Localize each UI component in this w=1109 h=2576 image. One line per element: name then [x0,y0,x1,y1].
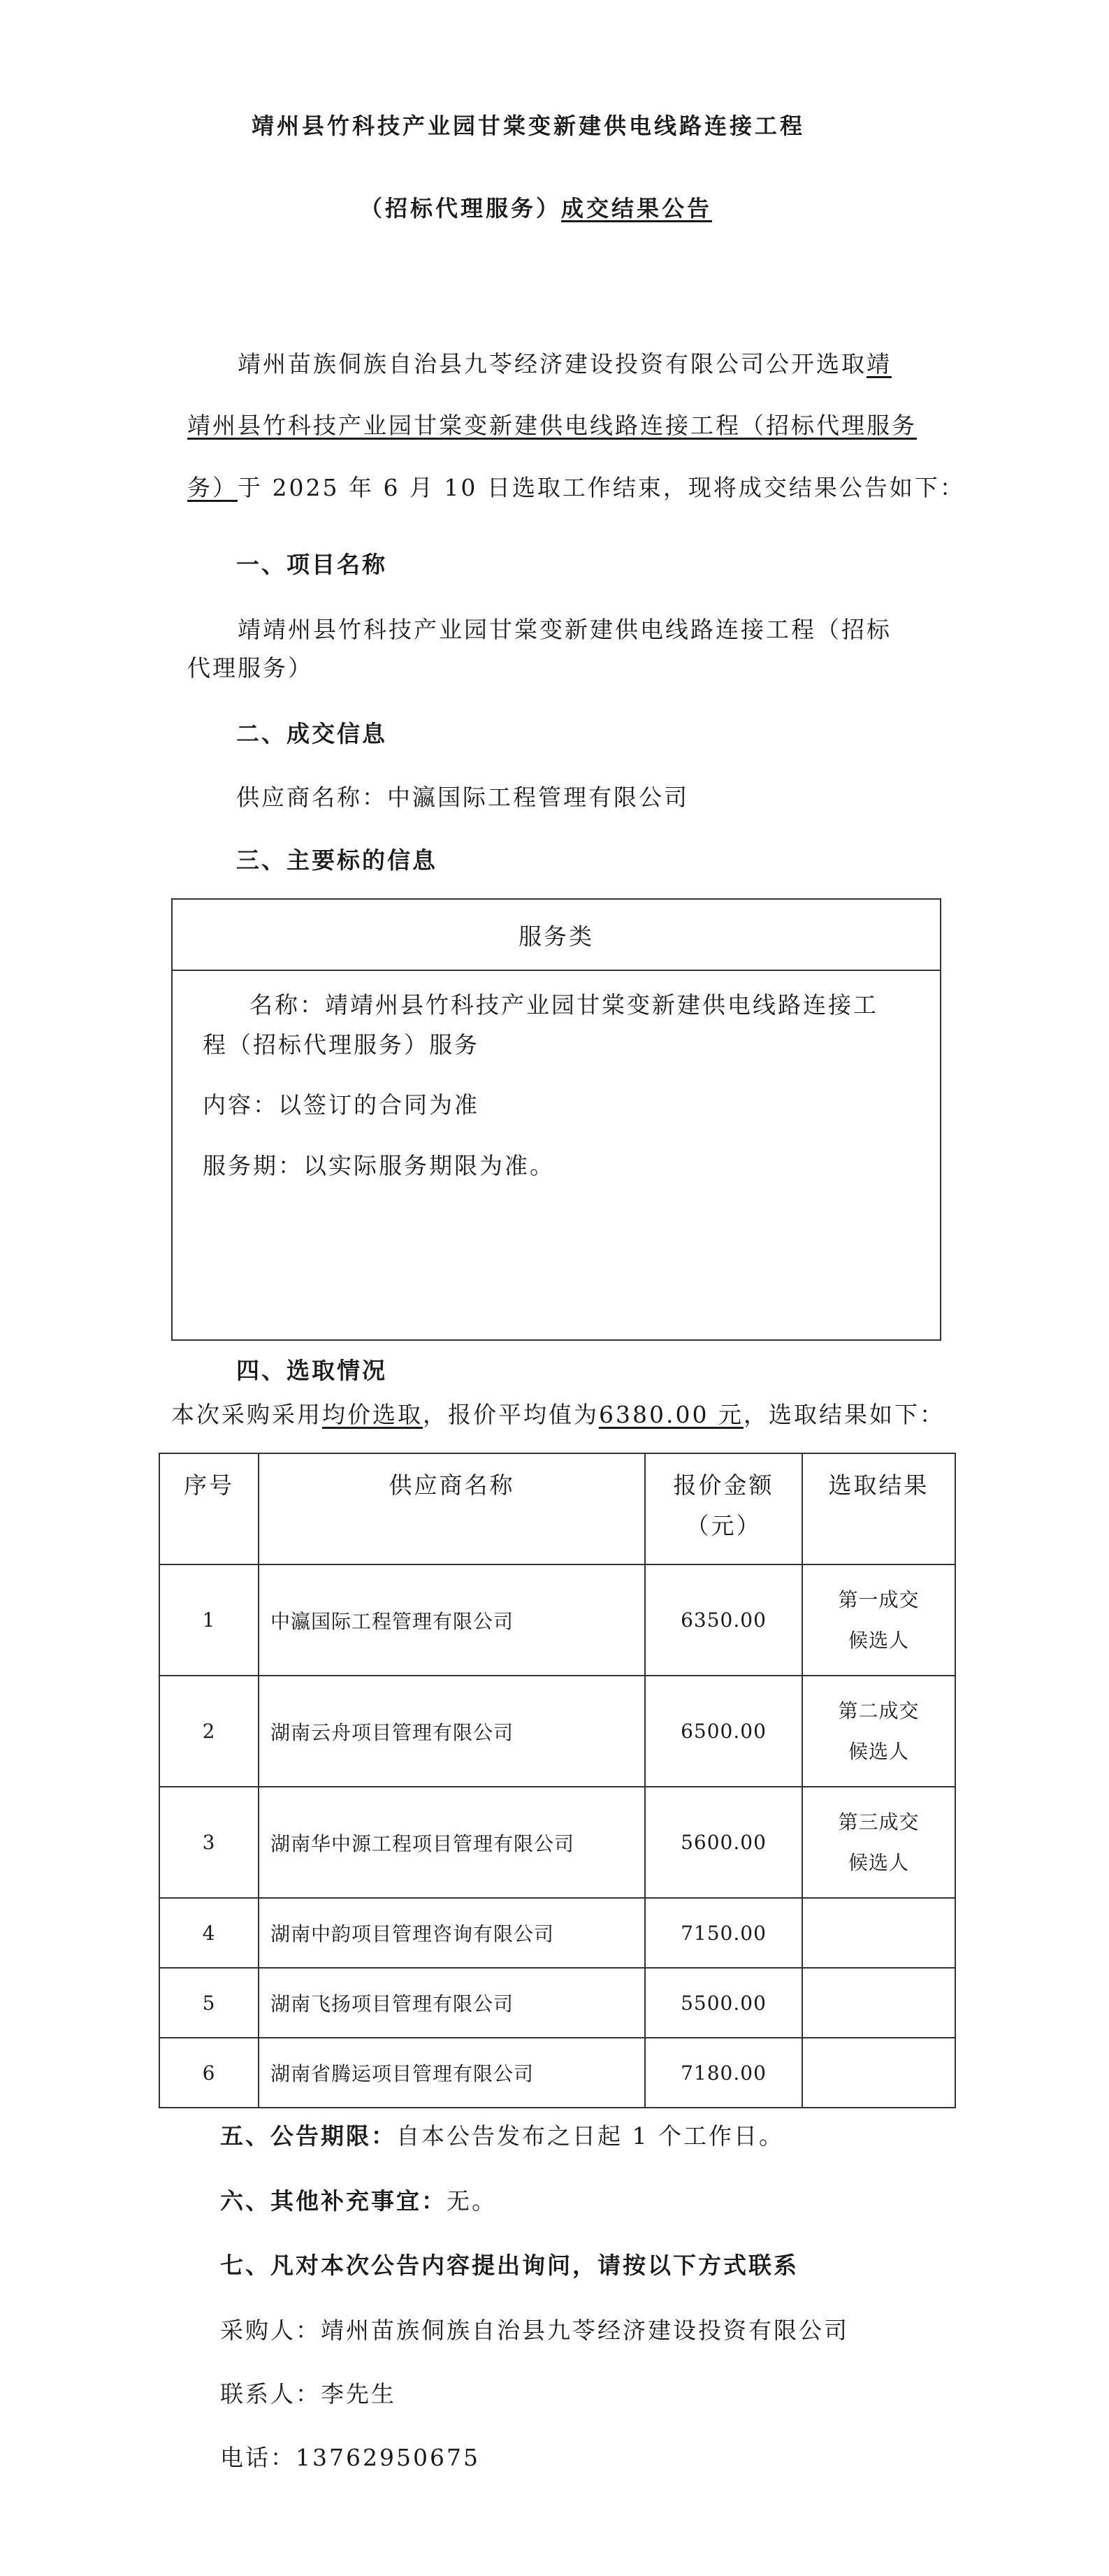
section4-heading: 四、选取情况 [236,1357,387,1384]
contact-person: 联系人：李先生 [220,2380,396,2408]
row-result [802,2038,955,2108]
row-supplier: 湖南华中源工程项目管理有限公司 [259,1787,645,1898]
selection-summary [171,1397,945,1430]
row-result: 第二成交 候选人 [802,1676,955,1787]
service-info-box [171,898,941,1341]
table-row [159,2038,955,2108]
section6-text: 无。 [447,2187,497,2215]
row-index: 1 [159,1564,259,1676]
row-supplier: 湖南云舟项目管理有限公司 [259,1676,645,1787]
summary-prefix: 本次采购采用 [171,1401,322,1428]
intro-project-end: 务） [187,474,238,501]
row-price: 6500.00 [645,1676,802,1787]
intro-line1 [238,346,892,379]
doc-title-suffix: （招标代理服务） [360,195,562,222]
row-price: 6350.00 [645,1564,802,1676]
row-supplier: 中瀛国际工程管理有限公司 [259,1564,645,1676]
service-content: 内容：以签订的合同为准 [203,1091,479,1118]
section5 [220,2118,784,2151]
table-row [159,1564,955,1676]
section5-label: 五、公告期限： [220,2122,396,2150]
intro-project-start: 靖 [867,350,892,377]
section6-label: 六、其他补充事宜： [220,2187,447,2215]
row-result [802,1968,955,2038]
supplier-name: 供应商名称：中瀛国际工程管理有限公司 [236,784,689,811]
section6 [220,2183,497,2216]
doc-title-announcement: 成交结果公告 [561,195,713,222]
doc-title-line2 [360,191,712,223]
intro-date-text: 于 2025 年 6 月 10 日选取工作结束，现将成交结果公告如下： [238,474,965,501]
col-header-result: 选取结果 [802,1453,955,1564]
summary-mid: ，报价平均值为 [423,1401,599,1428]
summary-suffix: ，选取结果如下： [743,1401,945,1428]
selection-table [159,1453,956,2108]
row-supplier: 湖南飞扬项目管理有限公司 [259,1968,645,2038]
row-index: 2 [159,1676,259,1787]
table-header-row [159,1453,955,1564]
row-index: 5 [159,1968,259,2038]
section1-heading: 一、项目名称 [236,551,387,578]
row-supplier: 湖南中韵项目管理咨询有限公司 [259,1898,645,1968]
row-result [802,1898,955,1968]
section1-line2: 代理服务） [187,654,313,682]
summary-average: 6380.00 元 [599,1401,744,1428]
col-header-supplier: 供应商名称 [259,1453,645,1564]
contact-phone: 电话：13762950675 [220,2444,480,2471]
row-price: 7150.00 [645,1898,802,1968]
service-box-title: 服务类 [173,900,940,971]
row-result: 第三成交 候选人 [802,1787,955,1898]
purchaser-line: 采购人：靖州苗族侗族自治县九苓经济建设投资有限公司 [220,2317,849,2344]
summary-method: 均价选取 [322,1401,423,1428]
row-index: 4 [159,1898,259,1968]
section7-heading: 七、凡对本次公告内容提出询问，请按以下方式联系 [220,2252,799,2279]
service-period: 服务期：以实际服务期限为准。 [203,1152,555,1179]
doc-title-line1: 靖州县竹科技产业园甘棠变新建供电线路连接工程 [252,113,806,139]
table-row [159,1898,955,1968]
row-price: 5500.00 [645,1968,802,2038]
service-name-line2: 程（招标代理服务）服务 [203,1031,479,1058]
row-supplier: 湖南省腾运项目管理有限公司 [259,2038,645,2108]
price-header-unit: （元） [686,1512,762,1539]
col-header-price [645,1453,802,1564]
service-name-line1: 名称：靖靖州县竹科技产业园甘棠变新建供电线路连接工 [249,991,878,1019]
section2-heading: 二、成交信息 [236,720,387,747]
intro-line3 [187,470,965,503]
intro-line2: 靖州县竹科技产业园甘棠变新建供电线路连接工程（招标代理服务 [187,412,917,439]
section3-heading: 三、主要标的信息 [236,847,437,874]
row-result: 第一成交 候选人 [802,1564,955,1676]
table-row [159,1968,955,2038]
table-row [159,1676,955,1787]
price-header-label: 报价金额 [673,1472,774,1499]
row-index: 6 [159,2038,259,2108]
intro-purchaser: 靖州苗族侗族自治县九苓经济建设投资有限公司公开选取 [238,350,867,377]
row-price: 5600.00 [645,1787,802,1898]
section5-text: 自本公告发布之日起 1 个工作日。 [396,2122,784,2150]
row-index: 3 [159,1787,259,1898]
section1-line1: 靖靖州县竹科技产业园甘棠变新建供电线路连接工程（招标 [238,616,892,643]
table-row [159,1787,955,1898]
col-header-index: 序号 [159,1453,259,1564]
row-price: 7180.00 [645,2038,802,2108]
